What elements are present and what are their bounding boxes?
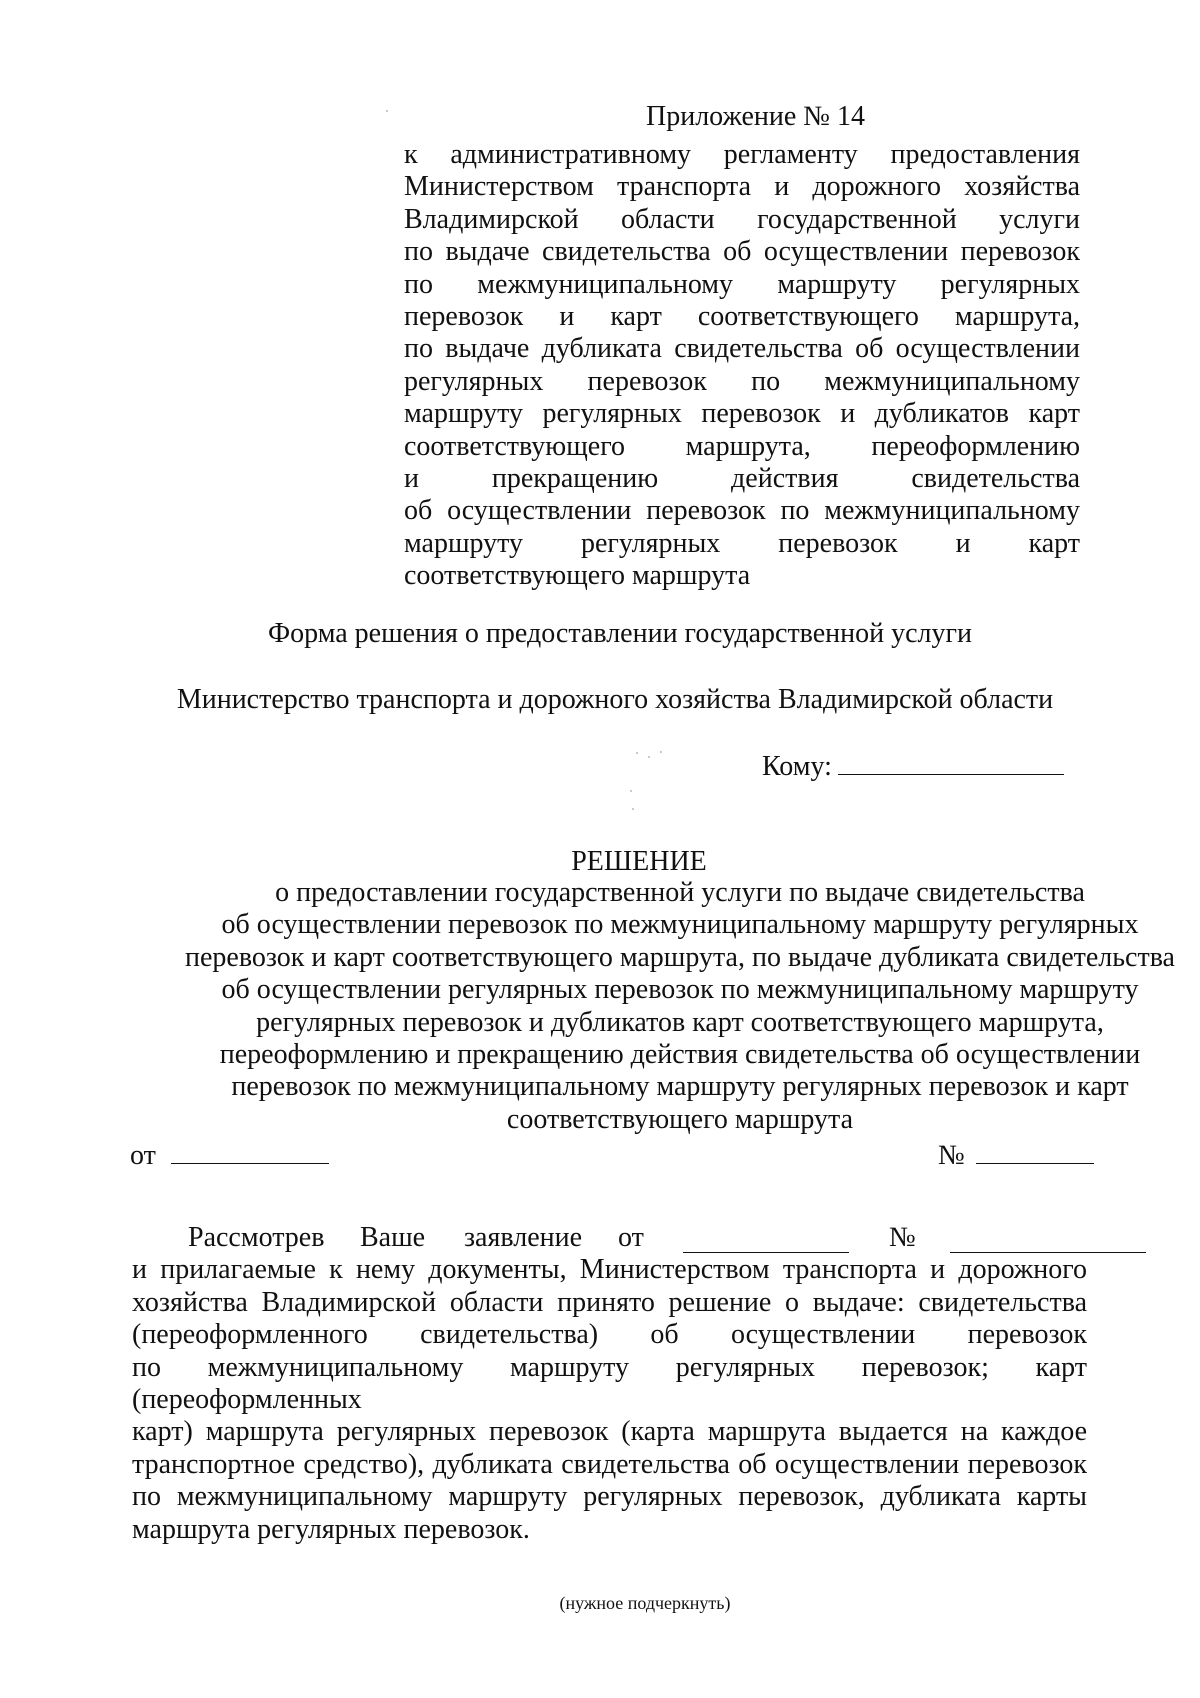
body-line: (переоформленного свидетельства) об осуществлении перевозок — [132, 1319, 1087, 1351]
appendix-line: перевозок и карт соответствующего маршрута, — [404, 301, 1080, 333]
form-title: Форма решения о предоставлении государственной услуги — [268, 618, 972, 649]
decision-date-number-row — [130, 1137, 1090, 1171]
appendix-line: соответствующего маршрута, переоформлению — [404, 430, 1080, 462]
body-word: заявление — [464, 1222, 583, 1253]
body-line: маршрута регулярных перевозок. — [132, 1513, 530, 1545]
appendix-line: соответствующего маршрута — [404, 560, 751, 592]
decision-date — [130, 1137, 329, 1173]
appendix-line: маршруту регулярных перевозок и дубликатов карт — [404, 398, 1080, 430]
appendix-line: Владимирской области государственной услуги — [404, 203, 1080, 235]
decision-body — [132, 1222, 1087, 1546]
ministry-name: Министерство транспорта и дорожного хозяйства Владимирской области — [176, 684, 1054, 715]
decision-subject-line: перевозок и карт соответствующего маршрута, по выдаче дубликата свидетельства — [185, 941, 1175, 973]
body-line: по межмуниципальному маршруту регулярных перевозок, дубликата карты — [132, 1481, 1087, 1513]
appendix-line: Министерством транспорта и дорожного хозяйства — [404, 171, 1080, 203]
scan-speck — [386, 110, 388, 112]
appendix-line: об осуществлении перевозок по межмуниципальному — [404, 495, 1080, 527]
decision-subject-line: регулярных перевозок и дубликатов карт соответствующего маршрута, — [256, 1006, 1104, 1038]
decision-date-field[interactable] — [171, 1137, 329, 1164]
scan-speck — [636, 752, 638, 754]
decision-subject-line: соответствующего маршрута — [506, 1103, 854, 1135]
appendix-title: Приложение № 14 — [646, 101, 865, 132]
decision-subject-line: об осуществлении перевозок по межмуниципальному маршруту регулярных — [221, 909, 1139, 941]
appendix-line: и прекращению действия свидетельства — [404, 463, 1080, 495]
appendix-line: маршруту регулярных перевозок и карт — [404, 527, 1080, 559]
body-word: от — [618, 1222, 644, 1253]
body-line: и прилагаемые к нему документы, Министерством транспорта и дорожного — [132, 1254, 1087, 1286]
scan-speck — [660, 751, 662, 753]
application-date-field[interactable] — [683, 1226, 849, 1253]
scan-speck — [632, 808, 634, 810]
body-line: хозяйства Владимирской области принято решение о выдаче: свидетельства — [132, 1286, 1087, 1318]
scan-speck — [630, 790, 632, 792]
body-word: Ваше — [360, 1222, 426, 1253]
decision-number-label: № — [938, 1140, 965, 1171]
body-word: № — [889, 1222, 916, 1253]
decision-number — [938, 1137, 1094, 1173]
appendix-line: по выдаче свидетельства об осуществлении перевозок — [404, 236, 1080, 268]
body-first-line — [132, 1222, 1087, 1254]
appendix-description — [404, 139, 1080, 593]
scan-speck — [648, 756, 650, 758]
decision-heading: РЕШЕНИЕ — [571, 846, 707, 877]
body-line: по межмуниципальному маршруту регулярных перевозок; карт (переоформленных — [132, 1351, 1087, 1416]
decision-subject — [100, 877, 1180, 1136]
appendix-line: регулярных перевозок по межмуниципальному — [404, 365, 1080, 397]
decision-subject-line: переоформлению и прекращению действия свидетельства об осуществлении — [219, 1039, 1141, 1071]
recipient-label: Кому: — [762, 751, 832, 782]
body-word: Рассмотрев — [188, 1222, 325, 1253]
decision-number-field[interactable] — [976, 1137, 1094, 1164]
underline-note: (нужное подчеркнуть) — [559, 1593, 731, 1613]
appendix-line: по выдаче дубликата свидетельства об осуществлении — [404, 333, 1080, 365]
decision-date-label: от — [130, 1140, 156, 1171]
recipient-line — [762, 748, 1064, 784]
body-line: карт) маршрута регулярных перевозок (карта маршрута выдается на каждое — [132, 1416, 1087, 1448]
application-number-field[interactable] — [950, 1226, 1146, 1253]
decision-subject-line: об осуществлении регулярных перевозок по межмуниципальному маршруту — [221, 974, 1139, 1006]
body-line: транспортное средство), дубликата свидетельства об осуществлении перевозок — [132, 1448, 1087, 1480]
appendix-line: к административному регламенту предоставления — [404, 139, 1080, 170]
decision-subject-line: перевозок по межмуниципальному маршруту регулярных перевозок и карт — [231, 1071, 1129, 1103]
recipient-field[interactable] — [838, 748, 1064, 775]
decision-subject-line: о предоставлении государственной услуги по выдаче свидетельства — [275, 877, 1085, 908]
appendix-line: по межмуниципальному маршруту регулярных — [404, 268, 1080, 300]
